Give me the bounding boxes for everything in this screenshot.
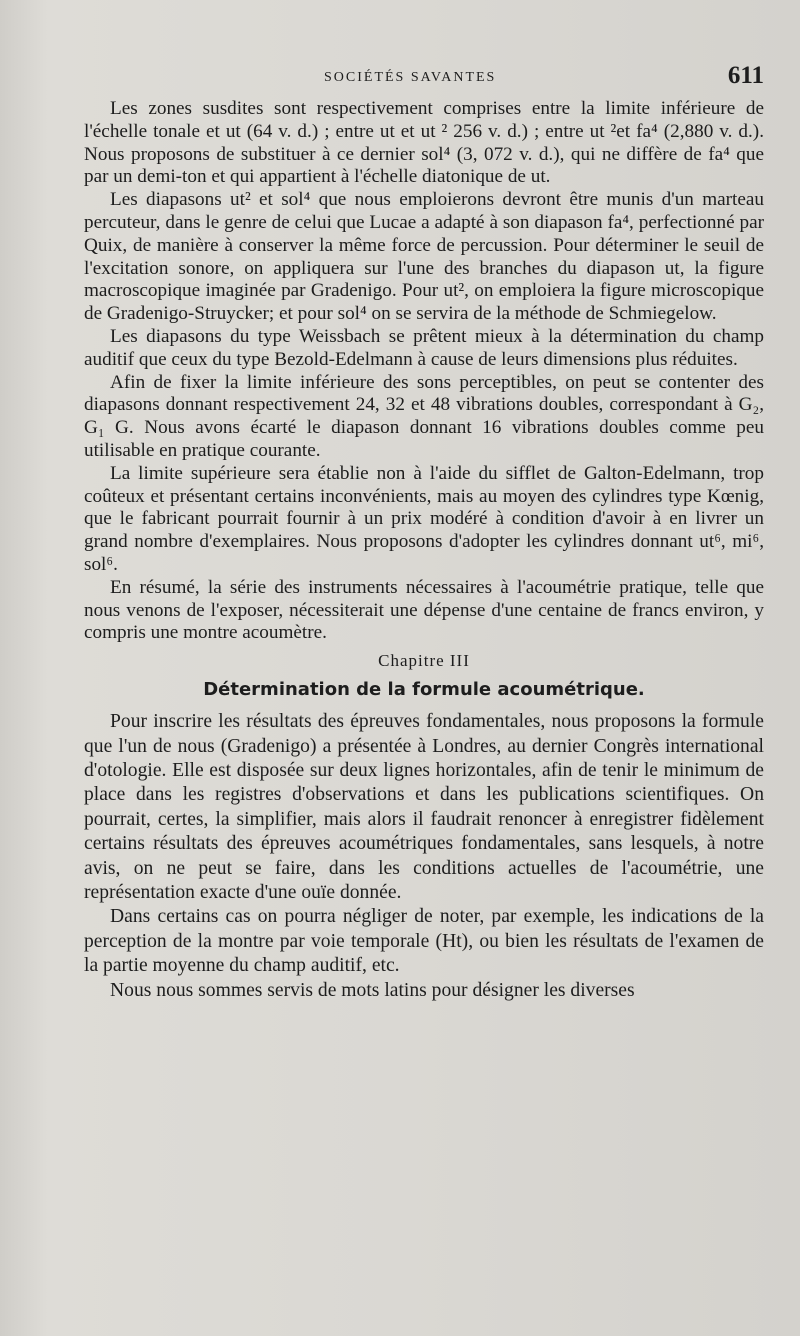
page-header [84,62,764,98]
paragraph: Nous nous sommes servis de mots latins pour désigner les diverses [110,979,635,1001]
body-text [84,98,764,645]
paragraph: Dans certains cas on pourra négliger de noter, par exemple, les indications de la perception de la montre par voie temporale (Ht), ou bien les résultats de l'examen de la partie moyenne du champ auditif, etc. [84,906,764,977]
paragraph: En résumé, la série des instruments nécessaires à l'acoumétrie pratique, telle que nous venons de l'exposer, nécessiterait une dépense d'une centaine de francs environ, y compris une montre acoumètre. [84,576,764,644]
paragraph: Afin de fixer la limite inférieure des sons perceptibles, on peut se contenter des diapasons donnant respectivement 24, 32 et 48 vibrations doubles, correspondant à G₂, G₁ G. Nous avons écarté le diapason donnant 16 vibrations doubles comme peu utilisable en pratique courante. [84,371,764,461]
running-head: SOCIÉTÉS SAVANTES [324,70,497,85]
chapter-heading: Chapitre III [378,651,470,671]
paragraph: Pour inscrire les résultats des épreuves fondamentales, nous proposons la formule que l'un de nous (Gradenigo) a présentée à Londres, au dernier Congrès international d'otologie. Elle est disposée sur deux lignes horizontales, afin de tenir le minimum de place dans les registres d'observations et dans les publications scientifiques. On pourrait, certes, la simplifier, mais alors il faudrait renoncer à enregistrer fidèlement certains résultats des épreuves acoumétriques fondamentales, sans lesquels, à notre avis, on ne peut se faire, dans les conditions actuelles de l'acoumétrie, une représentation exacte d'une ouïe donnée. [84,711,764,903]
section-title: Détermination de la formule acoumétrique. [203,679,645,701]
paragraph: Les zones susdites sont respectivement comprises entre la limite inférieure de l'échelle tonale et ut (64 v. d.) ; entre ut et ut ² 256 v. d.) ; entre ut ²et fa⁴ (2,880 v. d.). Nous proposons de substituer à ce dernier sol⁴ (3, 072 v. d.), qui ne diffère de fa⁴ que par un demi-ton et qui appartient à l'échelle diatonique de ut. [84,98,764,188]
paragraph: Les diapasons ut² et sol⁴ que nous emploierons devront être munis d'un marteau percuteur, dans le genre de celui que Lucae a adapté à son diapason fa⁴, perfectionné par Quix, de manière à conserver la même force de percussion. Pour déterminer le seuil de l'excitation sonore, on appliquera sur l'une des branches du diapason ut, la figure macroscopique imaginée par Gradenigo. Pour ut², on emploiera la figure microscopique de Gradenigo-Struycker; et pour sol⁴ on se servira de la méthode de Schmiegelow. [84,189,764,325]
page-number: 611 [727,62,764,89]
paragraph: La limite supérieure sera établie non à l'aide du sifflet de Galton-Edelmann, trop coûteux et présentant certains inconvénients, mais au moyen des cylindres type Kœnig, que le fabricant pourrait fournir à un prix modéré à condition d'avoir à en livrer un grand nombre d'exemplaires. Nous proposons d'adopter les cylindres donnant ut⁶, mi⁶, sol⁶. [84,462,764,575]
body-text-section [84,710,764,1003]
paragraph: Les diapasons du type Weissbach se prêtent mieux à la détermination du champ auditif que ceux du type Bezold-Edelmann à cause de leurs dimensions plus réduites. [84,325,764,370]
